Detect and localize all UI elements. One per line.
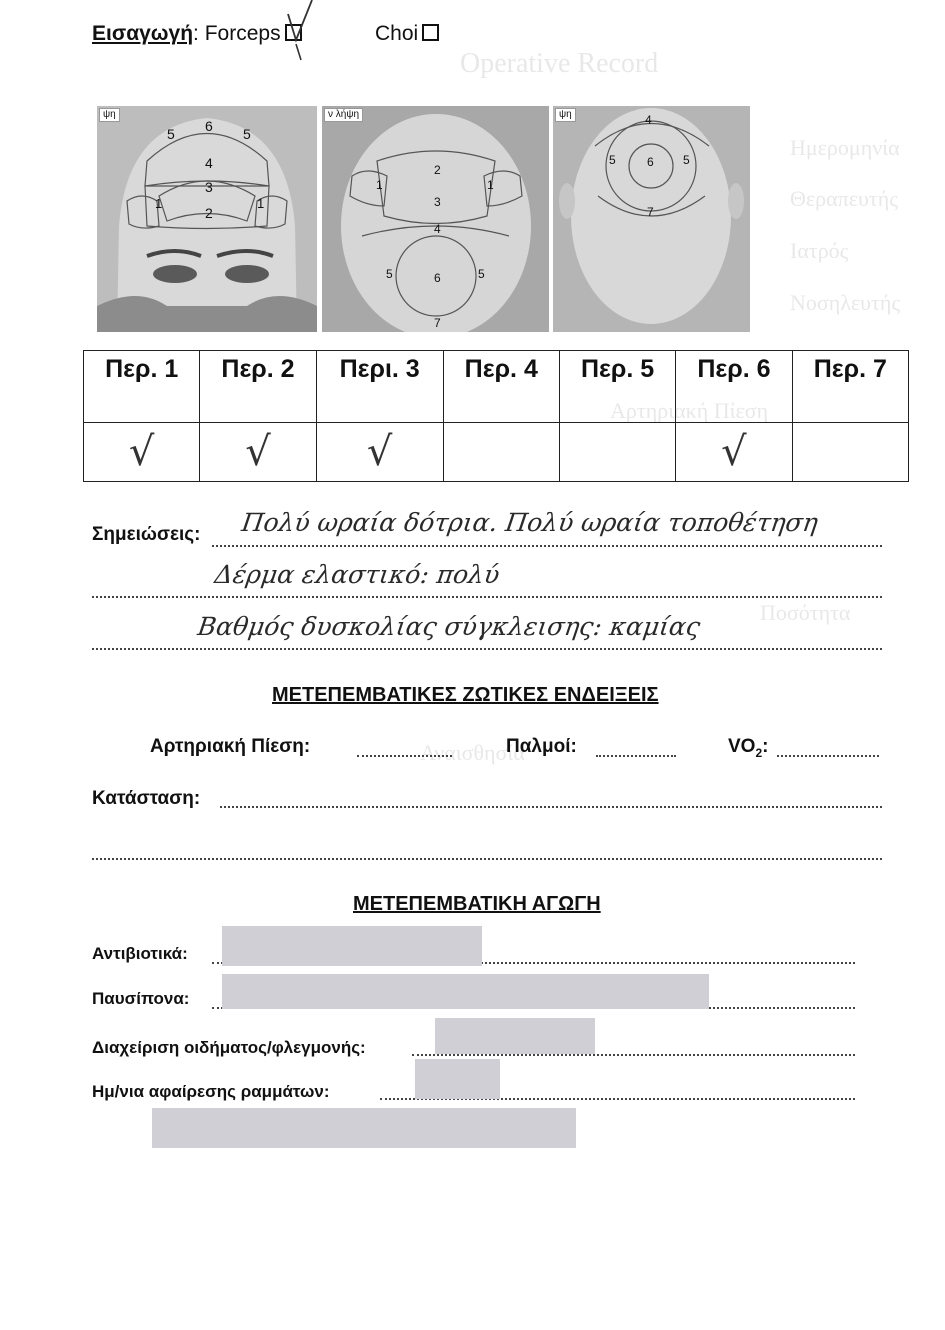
region-header: Περ. 1: [84, 351, 200, 423]
region-tick-cell[interactable]: [316, 423, 443, 482]
header-label: Εισαγωγή: [92, 22, 194, 45]
region-number-label: 1: [487, 178, 494, 192]
pulse-label: Παλμοί:: [506, 736, 577, 757]
region-number-label: 2: [205, 205, 213, 221]
region-number-label: 6: [434, 271, 441, 285]
region-tick-cell[interactable]: [559, 423, 675, 482]
bleed-through-line: Νοσηλευτής: [790, 290, 901, 315]
care-title: ΜΕΤΕΠΕΜΒΑΤΙΚΗ ΑΓΩΓΗ: [353, 893, 601, 915]
region-number-label: 2: [434, 163, 441, 177]
vitals-title: ΜΕΤΕΠΕΜΒΑΤΙΚΕΣ ΖΩΤΙΚΕΣ ΕΝΔΕΙΞΕΙΣ: [272, 684, 659, 706]
edema-field[interactable]: [412, 1054, 855, 1056]
pulse-field[interactable]: [596, 755, 676, 757]
status-field-1[interactable]: [220, 806, 882, 808]
notes-line-3[interactable]: [92, 648, 882, 650]
head-top-view: [322, 106, 549, 332]
bleed-through-line: Αρτηριακή Πίεση: [610, 398, 769, 423]
bleed-through-line: Θεραπευτής: [790, 186, 898, 211]
vo2-subscript: 2: [755, 745, 763, 760]
choi-option: [375, 22, 439, 46]
region-tick-cell[interactable]: [200, 423, 316, 482]
region-number-label: 6: [647, 155, 654, 169]
region-header: Περ. 2: [200, 351, 316, 423]
forceps-label: Forceps: [204, 22, 281, 45]
top-view-diagram: [322, 106, 549, 332]
status-label: Κατάσταση:: [92, 788, 201, 809]
region-number-label: 5: [243, 126, 251, 142]
region-number-label: 3: [434, 195, 441, 209]
region-tick-cell[interactable]: [443, 423, 559, 482]
region-header: Περ. 6: [676, 351, 792, 423]
notes-handwriting-3: Βαθμός δυσκολίας σύγκλεισης: καμίας: [195, 612, 703, 641]
region-number-label: 7: [647, 205, 654, 219]
status-field-2[interactable]: [92, 858, 882, 860]
region-number-label: 5: [386, 267, 393, 281]
region-tick-cell[interactable]: [792, 423, 908, 482]
bleed-through-line: Ημερομηνία: [790, 135, 900, 160]
region-number-label: 5: [683, 153, 690, 167]
redaction-box: [415, 1059, 500, 1099]
forceps-check-mark: [282, 0, 322, 62]
notes-line-1[interactable]: [212, 545, 882, 547]
region-number-label: 4: [434, 222, 441, 236]
bp-label: Αρτηριακή Πίεση:: [150, 736, 311, 757]
region-number-label: 3: [205, 179, 213, 195]
tick-mark: √: [245, 429, 271, 475]
region-number-label: 5: [167, 126, 175, 142]
top-view-tag: ν λήψη: [324, 108, 363, 122]
vo2-label: $VO_2$:: [728, 736, 769, 760]
region-number-label: 7: [434, 316, 441, 330]
choi-checkbox[interactable]: [422, 24, 439, 41]
region-number-label: 5: [609, 153, 616, 167]
region-number-label: 1: [376, 178, 383, 192]
back-view-diagram: [553, 106, 750, 332]
head-back-view: [553, 106, 750, 332]
region-number-label: 1: [257, 196, 265, 211]
region-header: Περ. 5: [559, 351, 675, 423]
region-number-label: 5: [478, 267, 485, 281]
tick-mark: √: [721, 429, 747, 475]
region-number-label: 1: [155, 196, 163, 211]
region-number-label: 4: [205, 155, 213, 171]
regions-header-row: [84, 351, 909, 423]
front-view-diagram: [97, 106, 317, 332]
notes-handwriting-1: Πολύ ωραία δότρια. Πολύ ωραία τοποθέτηση: [239, 508, 820, 537]
region-tick-cell[interactable]: [676, 423, 792, 482]
choi-label: Choi: [375, 22, 419, 45]
notes-line-2[interactable]: [92, 596, 882, 598]
region-header: Περι. 3: [316, 351, 443, 423]
regions-table: [83, 350, 909, 482]
region-number-label: 6: [205, 118, 213, 134]
bleed-through-line: Αναισθησία: [420, 740, 525, 765]
notes-label: Σημειώσεις:: [92, 524, 201, 545]
tick-mark: √: [128, 429, 155, 475]
redaction-box: [435, 1018, 595, 1054]
region-header: Περ. 7: [792, 351, 908, 423]
edema-label: Διαχείριση οιδήματος/φλεγμονής:: [92, 1038, 366, 1057]
region-tick-cell[interactable]: [84, 423, 200, 482]
bleed-through-line: Ιατρός: [790, 238, 849, 263]
vo2-field[interactable]: [777, 755, 879, 757]
front-view-tag: ψη: [99, 108, 120, 122]
bleed-through-line: Ποσότητα: [760, 600, 851, 625]
antibiotics-label: Αντιβιοτικά:: [92, 944, 188, 963]
redaction-box: [222, 974, 709, 1009]
region-number-label: 4: [645, 113, 652, 127]
header: Εισαγωγή: Forceps: [92, 22, 302, 46]
head-front-view: [97, 106, 317, 332]
redaction-box: [222, 926, 482, 966]
regions-tick-row: [84, 423, 909, 482]
painkillers-label: Παυσίπονα:: [92, 989, 190, 1008]
bleed-through-title: Operative Record: [460, 48, 659, 79]
vo2-text: VO: [728, 736, 756, 757]
redaction-box: [152, 1108, 576, 1148]
back-view-tag: ψη: [555, 108, 576, 122]
sutures-label: Ημ/νια αφαίρεσης ραμμάτων:: [92, 1082, 330, 1101]
tick-mark: √: [366, 429, 393, 475]
bp-field[interactable]: [357, 755, 452, 757]
region-header: Περ. 4: [443, 351, 559, 423]
notes-handwriting-2: Δέρμα ελαστικό: πολύ: [212, 560, 502, 589]
